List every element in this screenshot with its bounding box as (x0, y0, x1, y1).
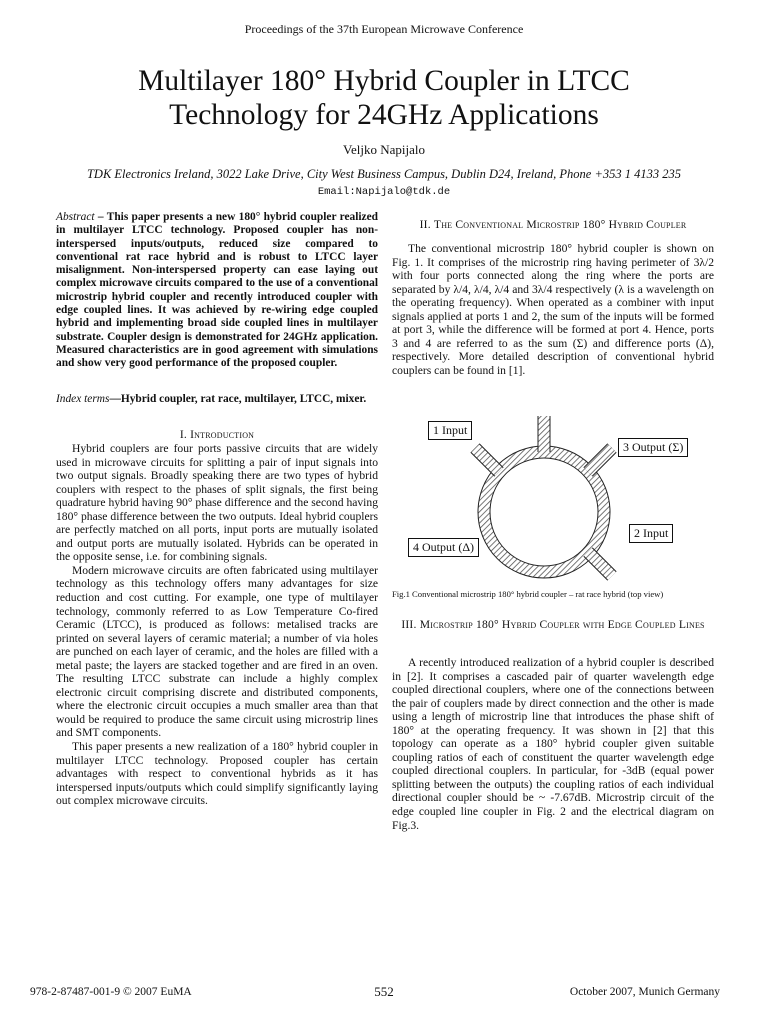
abstract (56, 211, 378, 371)
port-3-label: 3 Output (Σ) (618, 438, 688, 457)
section-heading-edge-coupled (392, 618, 714, 632)
paragraph: The conventional microstrip 180° hybrid coupler is shown on Fig. 1. It comprises of the microstrip ring having perimeter of 3λ/2 with four ports connected along the ring where the ports are separated by λ/4, λ/4, λ/4 and 3λ/4 respectively (λ is a wavelength on the operating frequency). When operated as a combiner with input signals applied at ports 1 and 2, the sum of the inputs will be formed at port 3, while the difference will be formed at port 4. Hence, ports 3 and 4 are referred to as the sum (Σ) and difference ports (Δ), respectively. More detailed description of conventional hybrid couplers can be found in [1]. (392, 242, 714, 377)
paragraph: Hybrid couplers are four ports passive circuits that are widely used in microwave circuits for splitting a pair of input signals into two output signals. Broadly speaking there are two types of hybrid couplers with respect to the phases of split signals, the first being quadrature hybrid having 90° phase difference and the second having 180° phase difference between the two outputs. Ideal hybrid couplers are perfectly matched on all ports, input ports are mutually isolated and output ports are mutually isolated. Hybrids can be operated in the opposite sense, i.e. for combining signals. (56, 442, 378, 564)
section-title: Microstrip 180° Hybrid Coupler with Edge Coupled Lines (419, 618, 705, 631)
edge-coupled-body (392, 656, 714, 832)
introduction-body (56, 442, 378, 808)
section-title: Introduction (190, 428, 255, 441)
paper-title (40, 64, 728, 132)
title-line-2: Technology for 24GHz Applications (169, 99, 599, 131)
section-number: II. (419, 218, 434, 231)
section-heading-conventional (392, 218, 714, 231)
paragraph: This paper presents a new realization of a 180° hybrid coupler in multilayer LTCC technology. Proposed coupler has certain advantages with respect to conventional hybrids as it has interspersed inputs/outputs which could simplify significantly laying out complex microwave circuits. (56, 740, 378, 808)
index-terms (56, 393, 378, 406)
paragraph: A recently introduced realization of a hybrid coupler is described in [2]. It comprises a cascaded pair of quarter wavelength edge coupled directional couplers, where one of the connections between the pair of couplers made by direct connection and the other is made using a length of microstrip line that introduces the phase shift of 180° at the operating frequency. It was shown in [2] that this topology can operate as a 180° hybrid coupler given suitable coupling ratios of each of constituent the quarter wavelength edge coupled directional couplers. In particular, for -3dB (equal power splitting between the outputs) the coupling ratios of each individual directional coupler should be ~ -7.67dB. Microstrip circuit of the edge coupled line coupler in Fig. 2 and the electrical diagram on Fig.3. (392, 656, 714, 832)
section-heading-introduction (56, 428, 378, 441)
section-number: I. (179, 428, 191, 441)
title-line-1: Multilayer 180° Hybrid Coupler in LTCC (138, 65, 630, 97)
page-number: 552 (374, 984, 394, 999)
author-email: Email:Napijalo@tdk.de (317, 186, 451, 198)
section-title: The Conventional Microstrip 180° Hybrid Coupler (433, 218, 687, 231)
author-affiliation: TDK Electronics Ireland, 3022 Lake Drive, City West Business Campus, Dublin D24, Ireland, Phone +353 1 4133 235 (86, 167, 682, 181)
abstract-text: This paper presents a new 180° hybrid coupler realized in multilayer LTCC technology. Proposed coupler has non-interspersed inputs/outputs, reduced size compared to conventional rat race hybrid and is robust to LTCC layer misalignment. Non-interspersed property can ease laying out complex microwave circuits compared to the use of a conventional microstrip hybrid coupler and recently introduced coupler with edge coupled lines. It was achieved by re-wiring edge coupled hybrid and implementing broad side coupled lines in multilayer substrate. Coupler design is demonstrated for 24GHz application. Measured characteristics are in good agreement with simulations and show very good performance of the proposed coupler. (56, 211, 378, 370)
running-head: Proceedings of the 37th European Microwave Conference (244, 22, 524, 36)
author-name: Veljko Napijalo (343, 142, 425, 157)
port-1-label: 1 Input (428, 421, 472, 440)
paragraph: Modern microwave circuits are often fabricated using multilayer technology as this technology offers many advantages for size reduction and cost cutting. For example, one type of multilayer technology, commonly referred to as Low Temperature Co-fired Ceramic (LTCC), is produced as follows: metalised tracks are printed on several layers of ceramic material; a number of via holes are punched on each layer of ceramic, and the holes are filled with a metal paste; the layers are stacked together and are fired in an oven. The resulting LTCC substrate can include a highly complex electronic circuit comprising discrete and distributed components, where the electronic circuit occupies a much smaller area than that would be required to produce the same circuit using microstrip lines and SMT components. (56, 563, 378, 740)
index-terms-label: Index terms (56, 393, 110, 405)
abstract-dash: – (94, 211, 107, 223)
conventional-body (392, 242, 714, 377)
index-terms-text: Hybrid coupler, rat race, multilayer, LTCC, mixer. (120, 393, 367, 405)
footer-date: October 2007, Munich Germany (569, 986, 720, 998)
abstract-label: Abstract (56, 211, 95, 223)
port-2-label: 2 Input (629, 524, 673, 543)
section-number: III. (401, 618, 420, 631)
figure-rat-race-hybrid (392, 412, 714, 582)
figure-caption: Fig.1 Conventional microstrip 180° hybrid coupler – rat race hybrid (top view) (392, 589, 664, 599)
index-terms-dash: — (109, 393, 121, 405)
port-4-label: 4 Output (Δ) (408, 538, 479, 557)
footer-isbn: 978-2-87487-001-9 © 2007 EuMA (30, 986, 192, 998)
